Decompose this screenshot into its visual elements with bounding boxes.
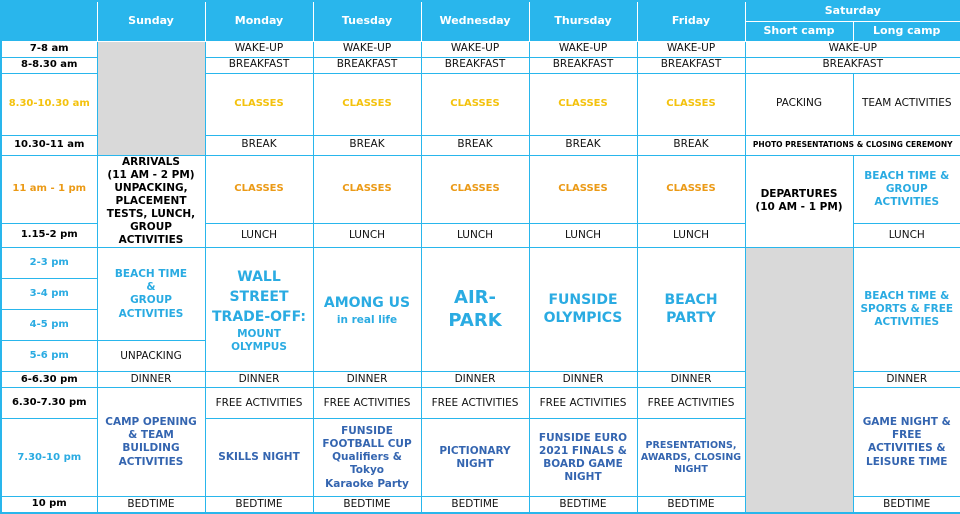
header-sunday: Sunday <box>97 1 205 41</box>
monday-night: SKILLS NIGHT <box>205 419 313 497</box>
tuesday-event-title: AMONG US <box>323 295 411 312</box>
saturday-closing-ceremony: PHOTO PRESENTATIONS & CLOSING CEREMONY <box>745 135 960 155</box>
friday-classes: CLASSES <box>637 73 745 135</box>
thursday-wakeup: WAKE-UP <box>529 41 637 57</box>
monday-free: FREE ACTIVITIES <box>205 388 313 419</box>
friday-night: PRESENTATIONS, AWARDS, CLOSING NIGHT <box>637 419 745 497</box>
monday-bedtime: BEDTIME <box>205 497 313 513</box>
saturday-game-night: GAME NIGHT & FREE ACTIVITIES & LEISURE TIME <box>853 388 960 497</box>
tuesday-night: FUNSIDE FOOTBALL CUP Qualifiers & Tokyo Karaoke Party <box>313 419 421 497</box>
thursday-event-title: FUNSIDE OLYMPICS <box>529 248 637 372</box>
monday-wakeup: WAKE-UP <box>205 41 313 57</box>
sunday-unpacking: UNPACKING <box>97 341 205 372</box>
time-slot: 8-8.30 am <box>1 57 97 73</box>
saturday-departures: DEPARTURES (10 AM - 1 PM) <box>745 155 853 248</box>
time-slot: 3-4 pm <box>1 279 97 310</box>
friday-break: BREAK <box>637 135 745 155</box>
friday-breakfast: BREAKFAST <box>637 57 745 73</box>
tuesday-wakeup: WAKE-UP <box>313 41 421 57</box>
tuesday-event <box>313 248 421 372</box>
time-slot: 6-6.30 pm <box>1 372 97 388</box>
tuesday-breakfast: BREAKFAST <box>313 57 421 73</box>
wednesday-classes-midday: CLASSES <box>421 155 529 224</box>
time-slot: 2-3 pm <box>1 248 97 279</box>
time-slot: 5-6 pm <box>1 341 97 372</box>
wednesday-bedtime: BEDTIME <box>421 497 529 513</box>
tuesday-free: FREE ACTIVITIES <box>313 388 421 419</box>
time-slot: 11 am - 1 pm <box>1 155 97 224</box>
time-slot: 6.30-7.30 pm <box>1 388 97 419</box>
wednesday-event-title: AIR- PARK <box>421 248 529 372</box>
thursday-classes-midday: CLASSES <box>529 155 637 224</box>
time-slot: 7.30-10 pm <box>1 419 97 497</box>
wednesday-lunch: LUNCH <box>421 224 529 248</box>
tuesday-bedtime: BEDTIME <box>313 497 421 513</box>
tuesday-dinner: DINNER <box>313 372 421 388</box>
time-slot: 4-5 pm <box>1 310 97 341</box>
friday-bedtime: BEDTIME <box>637 497 745 513</box>
sunday-camp-opening: CAMP OPENING & TEAM BUILDING ACTIVITIES <box>97 388 205 497</box>
saturday-short-camp-empty <box>745 248 853 513</box>
thursday-night: FUNSIDE EURO 2021 FINALS & BOARD GAME NIGHT <box>529 419 637 497</box>
thursday-classes: CLASSES <box>529 73 637 135</box>
monday-breakfast: BREAKFAST <box>205 57 313 73</box>
saturday-beach-sports: BEACH TIME & SPORTS & FREE ACTIVITIES <box>853 248 960 372</box>
tuesday-event-sub: in real life <box>336 314 398 327</box>
wednesday-night: PICTIONARY NIGHT <box>421 419 529 497</box>
thursday-free: FREE ACTIVITIES <box>529 388 637 419</box>
wednesday-wakeup: WAKE-UP <box>421 41 529 57</box>
monday-break: BREAK <box>205 135 313 155</box>
monday-event-sub: MOUNT OLYMPUS <box>231 327 287 353</box>
header-thursday: Thursday <box>529 1 637 41</box>
monday-lunch: LUNCH <box>205 224 313 248</box>
header-corner <box>1 1 97 41</box>
sunday-beach-time: BEACH TIME & GROUP ACTIVITIES <box>97 248 205 341</box>
thursday-break: BREAK <box>529 135 637 155</box>
time-slot: 1.15-2 pm <box>1 224 97 248</box>
time-slot: 10 pm <box>1 497 97 513</box>
wednesday-break: BREAK <box>421 135 529 155</box>
friday-lunch: LUNCH <box>637 224 745 248</box>
saturday-beach-group: BEACH TIME & GROUP ACTIVITIES <box>853 155 960 224</box>
saturday-wakeup: WAKE-UP <box>745 41 960 57</box>
header-saturday-long-camp: Long camp <box>853 21 960 41</box>
thursday-lunch: LUNCH <box>529 224 637 248</box>
time-slot: 7-8 am <box>1 41 97 57</box>
friday-dinner: DINNER <box>637 372 745 388</box>
wednesday-classes: CLASSES <box>421 73 529 135</box>
saturday-packing: PACKING <box>745 73 853 135</box>
sunday-empty-morning <box>97 41 205 155</box>
header-saturday: Saturday <box>745 1 960 21</box>
saturday-breakfast: BREAKFAST <box>745 57 960 73</box>
header-tuesday: Tuesday <box>313 1 421 41</box>
tuesday-classes-midday: CLASSES <box>313 155 421 224</box>
tuesday-lunch: LUNCH <box>313 224 421 248</box>
sunday-dinner: DINNER <box>97 372 205 388</box>
header-saturday-short-camp: Short camp <box>745 21 853 41</box>
wednesday-dinner: DINNER <box>421 372 529 388</box>
friday-classes-midday: CLASSES <box>637 155 745 224</box>
tuesday-break: BREAK <box>313 135 421 155</box>
header-friday: Friday <box>637 1 745 41</box>
wednesday-free: FREE ACTIVITIES <box>421 388 529 419</box>
friday-event-title: BEACH PARTY <box>637 248 745 372</box>
thursday-dinner: DINNER <box>529 372 637 388</box>
saturday-bedtime: BEDTIME <box>853 497 960 513</box>
sunday-bedtime: BEDTIME <box>97 497 205 513</box>
monday-classes-midday: CLASSES <box>205 155 313 224</box>
thursday-bedtime: BEDTIME <box>529 497 637 513</box>
wednesday-breakfast: BREAKFAST <box>421 57 529 73</box>
monday-dinner: DINNER <box>205 372 313 388</box>
monday-classes: CLASSES <box>205 73 313 135</box>
sunday-arrivals: ARRIVALS (11 AM - 2 PM) UNPACKING, PLACEMENT TESTS, LUNCH, GROUP ACTIVITIES <box>97 155 205 248</box>
header-wednesday: Wednesday <box>421 1 529 41</box>
tuesday-classes: CLASSES <box>313 73 421 135</box>
monday-event-title: WALL STREET TRADE-OFF: <box>211 268 307 325</box>
monday-event <box>205 248 313 372</box>
saturday-team-activities: TEAM ACTIVITIES <box>853 73 960 135</box>
header-monday: Monday <box>205 1 313 41</box>
friday-wakeup: WAKE-UP <box>637 41 745 57</box>
saturday-lunch: LUNCH <box>853 224 960 248</box>
thursday-breakfast: BREAKFAST <box>529 57 637 73</box>
time-slot: 8.30-10.30 am <box>1 73 97 135</box>
time-slot: 10.30-11 am <box>1 135 97 155</box>
friday-free: FREE ACTIVITIES <box>637 388 745 419</box>
saturday-dinner: DINNER <box>853 372 960 388</box>
